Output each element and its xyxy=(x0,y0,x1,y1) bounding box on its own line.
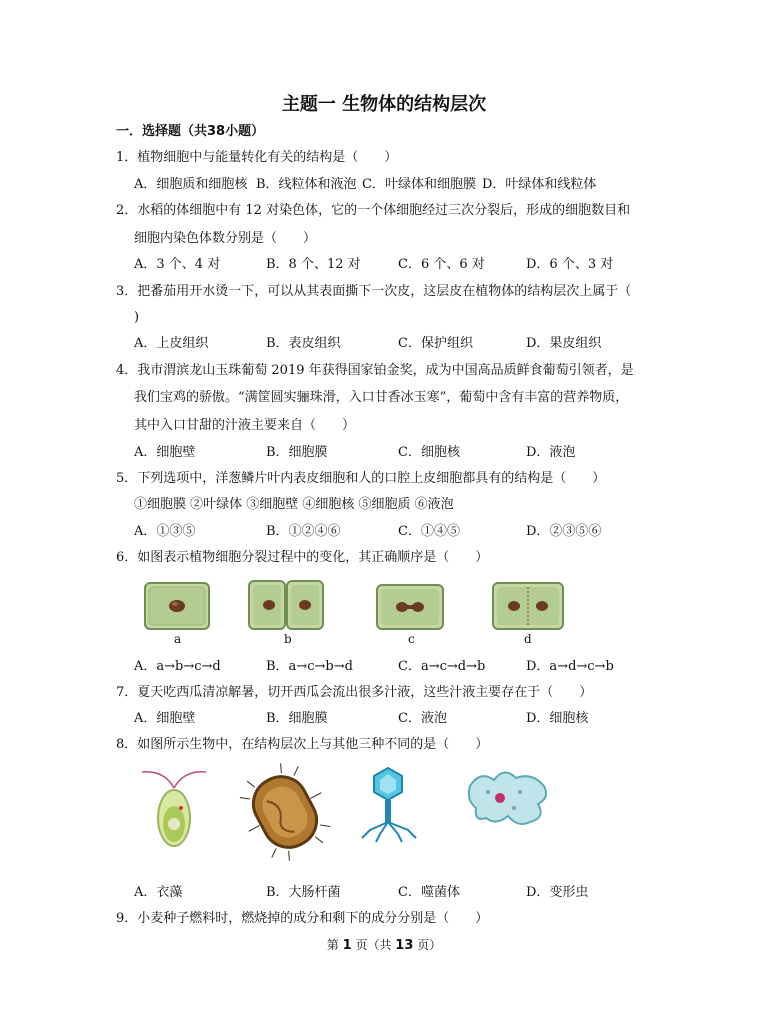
option-3d[interactable]: D．果皮组织 xyxy=(526,336,602,351)
amoeba-image xyxy=(464,764,552,830)
question-2-line-2: 细胞内染色体数分别是（ ） xyxy=(134,231,317,246)
option-6a[interactable]: A．a→b→c→d xyxy=(134,659,221,674)
cell-label-a: a xyxy=(174,632,182,646)
option-2d[interactable]: D．6 个、3 对 xyxy=(526,257,614,272)
question-1: 1．植物细胞中与能量转化有关的结构是（ ） xyxy=(116,150,398,165)
bacteriophage-image xyxy=(352,764,424,844)
option-1c[interactable]: C．叶绿体和细胞膜 xyxy=(362,177,476,192)
option-3c[interactable]: C．保护组织 xyxy=(398,336,473,351)
option-7a[interactable]: A．细胞壁 xyxy=(134,711,196,726)
option-6c[interactable]: C．a→c→d→b xyxy=(398,659,486,674)
option-7d[interactable]: D．细胞核 xyxy=(526,711,589,726)
option-8a[interactable]: A．衣藻 xyxy=(134,885,183,900)
option-8d[interactable]: D．变形虫 xyxy=(526,885,589,900)
ecoli-bacterium-image xyxy=(240,764,330,860)
option-2b[interactable]: B．8 个、12 对 xyxy=(266,257,361,272)
question-3-line-2: ) xyxy=(134,310,140,325)
option-4a[interactable]: A．细胞壁 xyxy=(134,445,196,460)
question-4-line-3: 其中入口甘甜的汁液主要来自（ ） xyxy=(134,418,356,433)
question-4: 4．我市渭滨龙山玉珠葡萄 2019 年获得国家铂金奖，成为中国高品质鲜食葡萄引领者，是 xyxy=(116,363,634,378)
question-3: 3．把番茄用开水烫一下，可以从其表面撕下一次皮，这层皮在植物体的结构层次上属于（ xyxy=(116,284,632,299)
option-7c[interactable]: C．液泡 xyxy=(398,711,447,726)
page-footer: 第 1 页（共 13 页） xyxy=(326,938,442,953)
option-5d[interactable]: D．②③⑤⑥ xyxy=(526,524,602,539)
question-9: 9．小麦种子燃料时，燃烧掉的成分和剩下的成分分别是（ ） xyxy=(116,911,489,926)
cell-c-image xyxy=(376,584,444,630)
option-1a[interactable]: A．细胞质和细胞核 xyxy=(134,177,248,192)
question-2: 2．水稻的体细胞中有 12 对染色体，它的一个体细胞经过三次分裂后，形成的细胞数目和 xyxy=(116,203,631,218)
option-5c[interactable]: C．①④⑤ xyxy=(398,524,460,539)
option-4b[interactable]: B．细胞膜 xyxy=(266,445,328,460)
option-5b[interactable]: B．①②④⑥ xyxy=(266,524,341,539)
question-5-items: ①细胞膜 ②叶绿体 ③细胞壁 ④细胞核 ⑤细胞质 ⑥液泡 xyxy=(134,497,454,512)
option-2c[interactable]: C．6 个、6 对 xyxy=(398,257,485,272)
option-4c[interactable]: C．细胞核 xyxy=(398,445,460,460)
option-3a[interactable]: A．上皮组织 xyxy=(134,336,209,351)
option-7b[interactable]: B．细胞膜 xyxy=(266,711,328,726)
option-1d[interactable]: D．叶绿体和线粒体 xyxy=(482,177,597,192)
cell-label-c: c xyxy=(408,632,415,646)
option-6d[interactable]: D．a→d→c→b xyxy=(526,659,614,674)
cell-label-d: d xyxy=(524,632,532,646)
option-8c[interactable]: C．噬菌体 xyxy=(398,885,460,900)
question-5: 5．下列选项中，洋葱鳞片叶内表皮细胞和人的口腔上皮细胞都具有的结构是（ ） xyxy=(116,471,606,486)
option-3b[interactable]: B．表皮组织 xyxy=(266,336,341,351)
option-4d[interactable]: D．液泡 xyxy=(526,445,576,460)
option-8b[interactable]: B．大肠杆菌 xyxy=(266,885,341,900)
question-4-line-2: 我们宝鸡的骄傲。“满筐圆实骊珠滑，入口甘香冰玉寒”，葡萄中含有丰富的营养物质， xyxy=(134,390,629,405)
question-8: 8．如图所示生物中，在结构层次上与其他三种不同的是（ ） xyxy=(116,737,489,752)
section-heading: 一．选择题（共38小题） xyxy=(116,124,265,139)
document-title: 主题一 生物体的结构层次 xyxy=(281,94,487,115)
question-6: 6．如图表示植物细胞分裂过程中的变化，其正确顺序是（ ） xyxy=(116,550,489,565)
cell-a-image xyxy=(144,582,210,630)
cell-d-image xyxy=(492,582,564,630)
option-1b[interactable]: B．线粒体和液泡 xyxy=(256,177,357,192)
option-6b[interactable]: B．a→c→b→d xyxy=(266,659,353,674)
chlamydomonas-image xyxy=(134,762,214,852)
cell-b-image xyxy=(248,580,324,630)
question-7: 7．夏天吃西瓜清凉解暑，切开西瓜会流出很多汁液，这些汁液主要存在于（ ） xyxy=(116,685,593,700)
option-5a[interactable]: A．①③⑤ xyxy=(134,524,196,539)
cell-label-b: b xyxy=(284,632,292,646)
option-2a[interactable]: A．3 个、4 对 xyxy=(134,257,221,272)
